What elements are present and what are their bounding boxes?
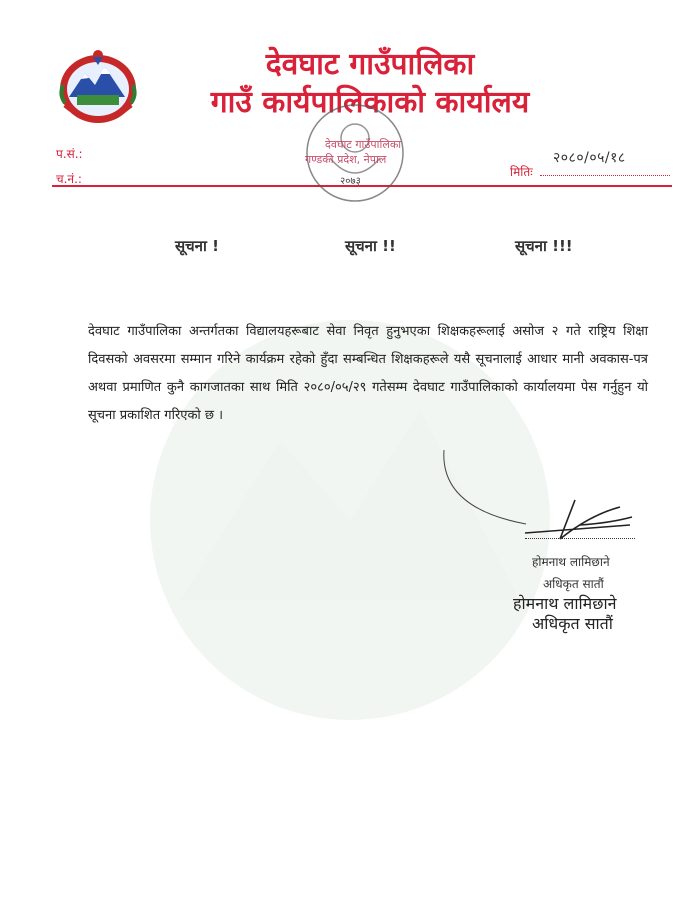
org-name-title: देवघाट गाउँपालिका	[265, 47, 475, 82]
signatory-title-stamp: अधिकृत सातौं	[532, 614, 613, 633]
stamp-text	[305, 137, 401, 167]
date-label: मितिः	[510, 165, 533, 179]
office-name-title: गाउँ कार्यपालिकाको कार्यालय	[210, 85, 530, 120]
date-dotted-line	[540, 175, 670, 176]
signature-curve	[440, 448, 530, 528]
notice-heading-2: सूचना !!	[345, 237, 396, 255]
signatory-title-typed: अधिकृत सातौं	[543, 577, 604, 591]
signatory-name-stamp: होमनाथ लामिछाने	[513, 594, 617, 613]
nepal-emblem-logo	[55, 45, 141, 127]
stamp-line1: देवघाट गाउँपालिका	[325, 138, 402, 151]
notice-heading-3: सूचना !!!	[515, 237, 573, 255]
signature-dotted-line	[525, 538, 635, 539]
signatory-name-typed: होमनाथ लामिछाने	[532, 555, 610, 569]
date-value: २०८०/०५/१८	[553, 150, 626, 166]
notice-body-paragraph: देवघाट गाउँपालिका अन्तर्गतका विद्यालयहरूबाट सेवा निवृत हुनुभएका शिक्षकहरूलाई असोज २ गते राष्ट्रिय शिक्षा दिवसको अवसरमा सम्मान गरिने कार्यक्रम रहेको हुँदा सम्बन्धित शिक्षकहरूले यसै सूचनालाई आधार मानी अवकास-पत्र अथवा प्रमाणित कुनै कागजातका साथ मिति २०८०/०५/२९ गतेसम्म देवघाट गाउँपालिकाको कार्यालयमा पेस गर्नुहुन यो सूचना प्रकाशित गरिएको छ ।	[88, 324, 648, 423]
notice-heading-1: सूचना !	[175, 237, 219, 255]
ref-cn-label: च.नं.:	[56, 172, 82, 186]
stamp-year: २०७३	[340, 176, 361, 187]
ref-ps-label: प.सं.:	[56, 147, 83, 161]
stamp-line2: गण्डकी प्रदेश, नेपाल	[305, 153, 387, 166]
